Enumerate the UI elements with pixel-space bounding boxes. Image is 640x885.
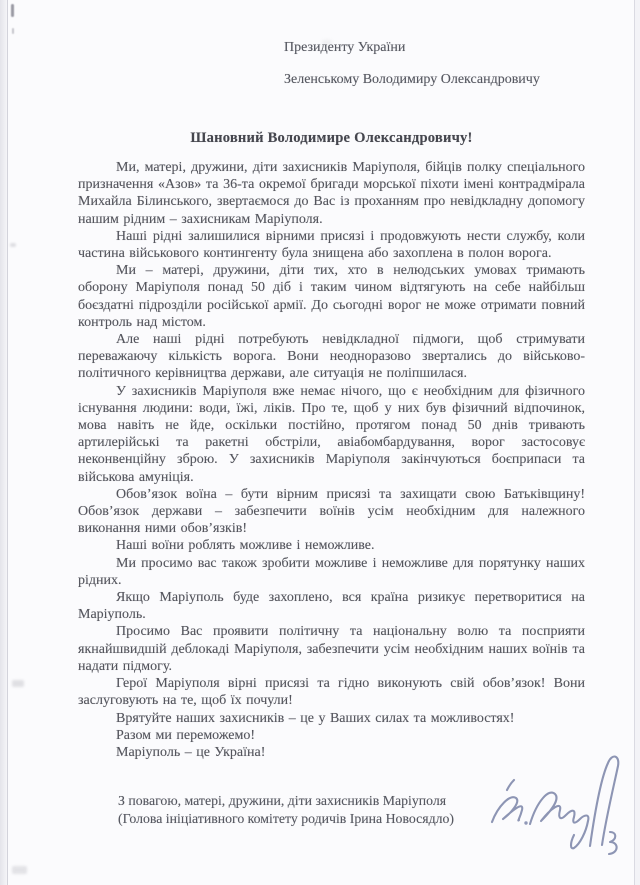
- recipient-line-1: Президенту України: [284, 40, 406, 55]
- letter-paragraph: Наші воїни роблять можливе і неможливе.: [116, 538, 375, 554]
- letter-paragraph: Разом ми переможемо!: [116, 727, 256, 743]
- scan-artifact: [10, 243, 16, 247]
- scan-edge-left: [0, 0, 8, 885]
- recipient-line-2: Зеленському Володимиру Олександровичу: [284, 72, 540, 87]
- letter-paragraph: Просимо Вас проявити політичну та національну волю та посприяти якнайшвидшій деблокаді Маріуполя, забезпечити усім необхідним наших воїнів та надати підмогу.: [78, 624, 585, 674]
- letter-body: [78, 159, 585, 761]
- handwritten-signature: [476, 748, 638, 862]
- salutation-heading: Шановний Володимире Олександровичу!: [190, 130, 473, 146]
- letter-paragraph: Обов’язок воїна – бути вірним присязі та захищати свою Батьківщину! Обов’язок держави – забезпечити воїнів усім необхідним для належного виконання ними обов’язків!: [78, 486, 585, 537]
- closing-line-1: З повагою, матері, дружини, діти захисників Маріуполя: [118, 793, 447, 808]
- letter-paragraph: Ми – матері, дружини, діти тих, хто в нелюдських умовах тримають оборону Маріуполя понад 50 діб і таким чином відтягують на себе найбільш боєздатні підрозділи російської армії. До сьогодні ворог не може отримати повний контроль над містом.: [78, 263, 585, 330]
- recipient-block: [284, 40, 540, 104]
- scan-artifact: [12, 866, 27, 874]
- letter-paragraph: Маріуполь – це Україна!: [116, 744, 266, 760]
- closing-line-2: (Голова ініціативного комітету родичів Ірина Новосядло): [118, 810, 454, 826]
- letter-paragraph: Ми, матері, дружини, діти захисників Маріуполя, бійців полку спеціального призначення «Азов» та 36-та окремої бригади морської піхоти імені контрадмірала Михайла Білинського, звертаємося до Вас із проханням про невідкладну допомогу нашим рідним – захисникам Маріуполя.: [78, 160, 585, 227]
- scan-artifact: [12, 680, 24, 687]
- letter-paragraph: Але наші рідні потребують невідкладної підмоги, щоб стримувати переважаючу кількість ворога. Вони неодноразово звертались до військово-політичного керівництва держави, але ситуація не поліпшилася.: [78, 332, 585, 382]
- scan-artifact: [11, 4, 14, 17]
- closing-block: [118, 792, 454, 827]
- letter-paragraph: Якщо Маріуполь буде захоплено, вся країна ризикує перетворитися на Маріуполь.: [78, 590, 585, 623]
- letter-paragraph: У захисників Маріуполя вже немає нічого, що є необхідним для фізичного існування людини: води, їжі, ліків. Про те, щоб у них був фізичний відпочинок, мова навіть не йде, оскільки постійно, протягом понад 50 днів тривають артилерійські та ракетні обстріли, авіабомбардування, ворог застосовує неконвенційну зброю. У захисників Маріуполя закінчуються боєприпаси та військова амуніція.: [78, 383, 585, 485]
- letter-paragraph: Наші рідні залишилися вірними присязі і продовжують нести службу, коли частина військового контингенту була знищена або захоплена в полон ворога.: [78, 228, 585, 262]
- letter-paragraph: Врятуйте наших захисників – це у Ваших силах та можливостях!: [116, 710, 515, 726]
- scan-artifact: [12, 28, 14, 34]
- letter-paragraph: Герої Маріуполя вірні присязі та гідно виконують свій обов’язок! Вони заслуговують на те, щоб їх почули!: [78, 676, 585, 709]
- letter-paragraph: Ми просимо вас також зробити можливе і неможливе для порятунку наших рідних.: [78, 555, 585, 588]
